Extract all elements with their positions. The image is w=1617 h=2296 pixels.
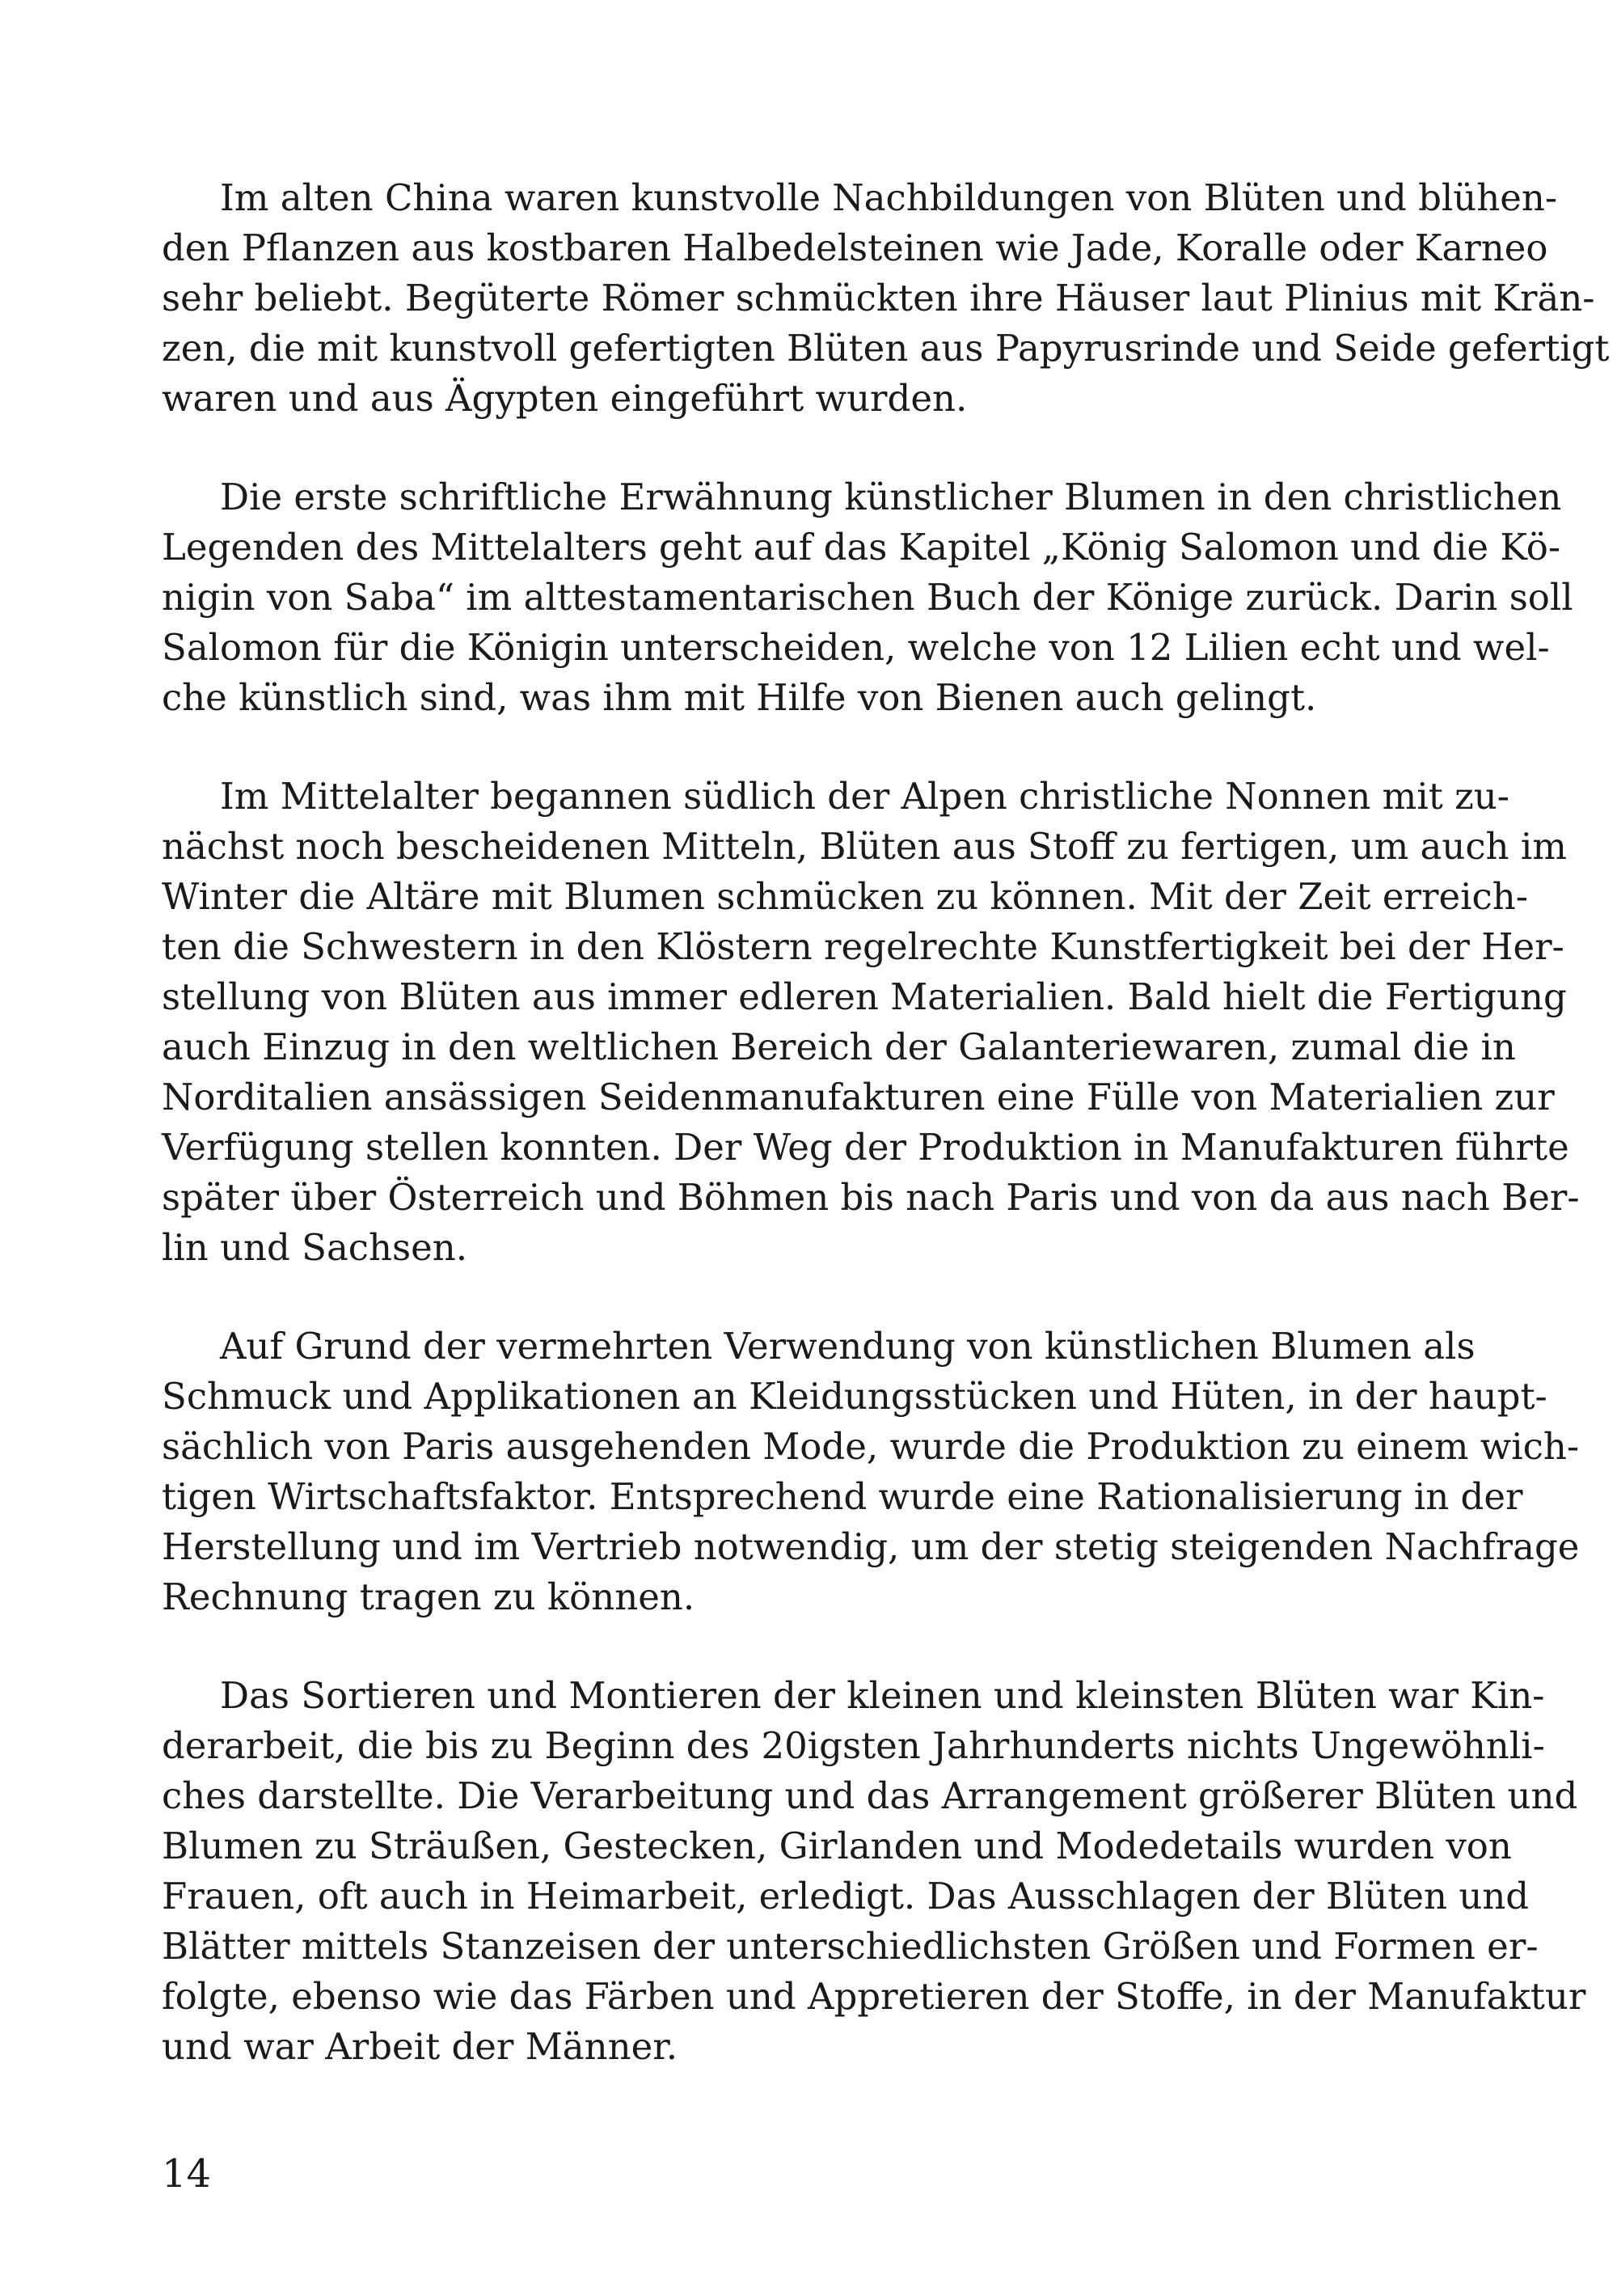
paragraph-line: Die erste schriftliche Erwähnung künstlicher Blumen in den christlichen [220,476,1562,518]
paragraph-line: Schmuck und Applikationen an Kleidungsstücken und Hüten, in der haupt- [162,1375,1547,1418]
paragraph-5 [162,1671,1586,2072]
paragraph-line: che künstlich sind, was ihm mit Hilfe von Bienen auch gelingt. [162,676,1317,719]
paragraph-line: Auf Grund der vermehrten Verwendung von künstlichen Blumen als [220,1325,1476,1368]
paragraph-1 [162,173,1610,424]
paragraph-line: Norditalien ansässigen Seidenmanufakturen eine Fülle von Materialien zur [162,1076,1555,1118]
paragraph-line: Frauen, oft auch in Heimarbeit, erledigt. Das Ausschlagen der Blüten und [162,1875,1530,1918]
paragraph-line: Winter die Altäre mit Blumen schmücken zu können. Mit der Zeit erreich- [162,875,1528,918]
paragraph-line: Im Mittelalter begannen südlich der Alpen christliche Nonnen mit zu- [220,775,1509,818]
paragraph-line: tigen Wirtschaftsfaktor. Entsprechend wurde eine Rationalisierung in der [162,1475,1523,1518]
paragraph-line: waren und aus Ägypten eingeführt wurden. [162,377,968,420]
paragraph-line: und war Arbeit der Männer. [162,2025,678,2068]
paragraph-line: Blätter mittels Stanzeisen der unterschiedlichsten Größen und Formen er- [162,1925,1539,1968]
paragraph-line: folgte, ebenso wie das Färben und Appretieren der Stoffe, in der Manufaktur [162,1975,1586,2018]
paragraph-line: auch Einzug in den weltlichen Bereich der Galanteriewaren, zumal die in [162,1025,1516,1068]
paragraph-line: den Pflanzen aus kostbaren Halbedelsteinen wie Jade, Koralle oder Karneo [162,226,1548,269]
paragraph-line: nächst noch bescheidenen Mitteln, Blüten aus Stoff zu fertigen, um auch im [162,825,1567,868]
paragraph-4 [162,1321,1580,1622]
paragraph-line: sächlich von Paris ausgehenden Mode, wurde die Produktion zu einem wich- [162,1425,1580,1468]
paragraph-line: Salomon für die Königin unterscheiden, welche von 12 Lilien echt und wel- [162,626,1550,669]
paragraph-line: Blumen zu Sträußen, Gestecken, Girlanden und Modedetails wurden von [162,1825,1512,1867]
paragraph-line: Verfügung stellen konnten. Der Weg der Produktion in Manufakturen führte [162,1126,1569,1169]
paragraph-line: ten die Schwestern in den Klöstern regelrechte Kunstfertigkeit bei der Her- [162,925,1564,968]
body-text [162,173,1610,2121]
paragraph-line: Rechnung tragen zu können. [162,1575,695,1618]
paragraph-line: Das Sortieren und Montieren der kleinen und kleinsten Blüten war Kin- [220,1674,1545,1717]
paragraph-line: sehr beliebt. Begüterte Römer schmückten ihre Häuser laut Plinius mit Krän- [162,277,1595,319]
paragraph-line: lin und Sachsen. [162,1226,467,1269]
paragraph-line: zen, die mit kunstvoll gefertigten Blüten aus Papyrusrinde und Seide gefertigt [162,327,1610,370]
paragraph-line: Legenden des Mittelalters geht auf das Kapitel „König Salomon und die Kö- [162,526,1561,569]
page-number: 14 [162,2151,212,2197]
paragraph-3 [162,772,1580,1273]
paragraph-line: nigin von Saba“ im alttestamentarischen Buch der Könige zurück. Darin soll [162,576,1573,619]
paragraph-line: Herstellung und im Vertrieb notwendig, um der stetig steigenden Nachfrage [162,1525,1580,1568]
paragraph-line: stellung von Blüten aus immer edleren Materialien. Bald hielt die Fertigung [162,975,1567,1018]
paragraph-line: ches darstellte. Die Verarbeitung und das Arrangement größerer Blüten und [162,1774,1578,1817]
paragraph-2 [162,472,1573,723]
paragraph-line: derarbeit, die bis zu Beginn des 20igsten Jahrhunderts nichts Ungewöhnli- [162,1724,1545,1767]
paragraph-line: später über Österreich und Böhmen bis nach Paris und von da aus nach Ber- [162,1176,1580,1219]
paragraph-line: Im alten China waren kunstvolle Nachbildungen von Blüten und blühen- [220,176,1558,219]
